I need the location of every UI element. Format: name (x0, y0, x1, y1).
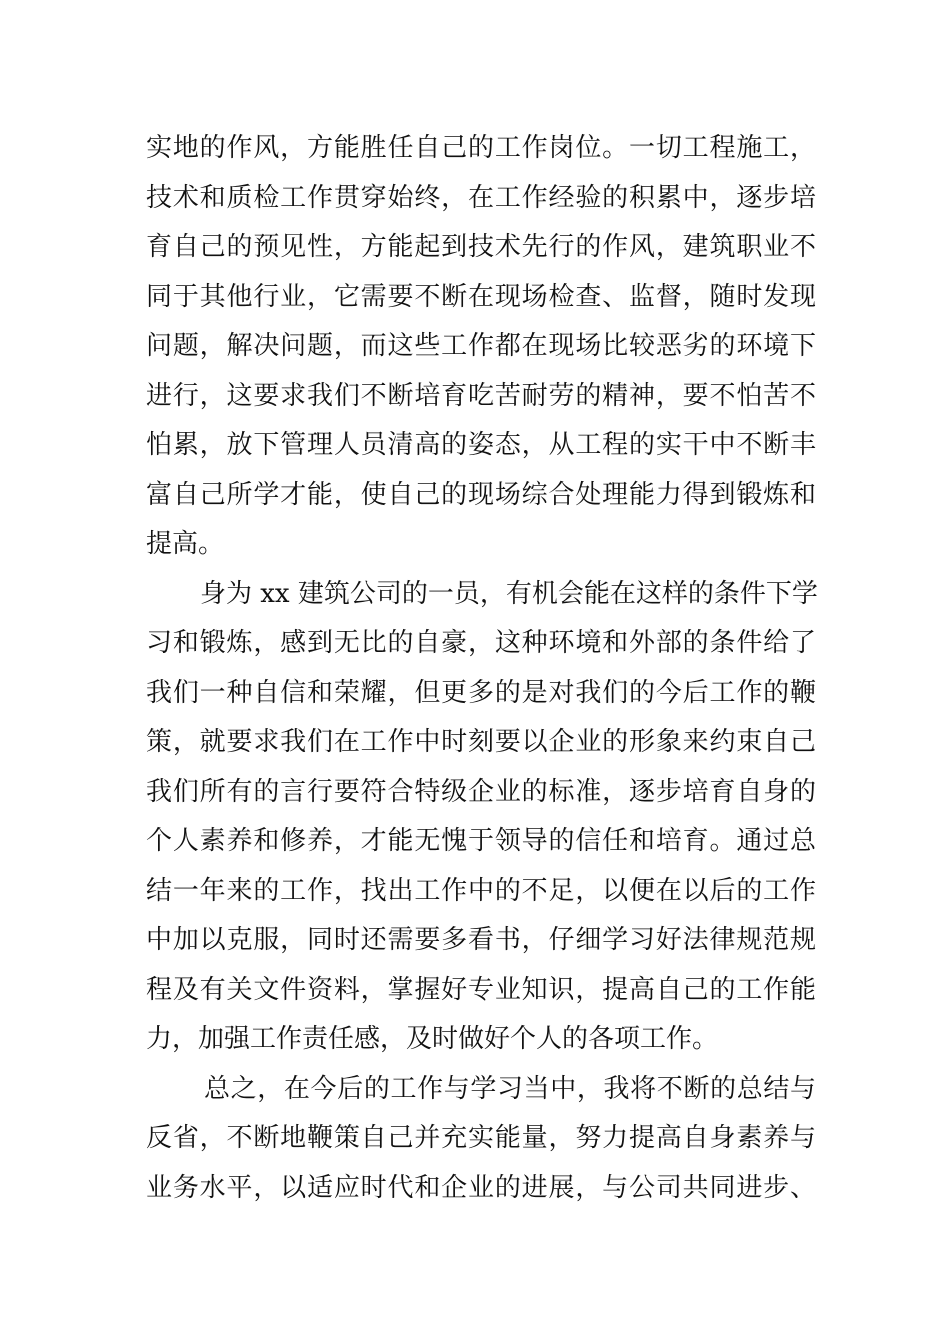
text-line: 习和锻炼，感到无比的自豪，这种环境和外部的条件给了 (146, 628, 816, 658)
text-line: 技术和质检工作贯穿始终，在工作经验的积累中，逐步培 (146, 182, 816, 213)
text-line: 策，就要求我们在工作中时刻要以企业的形象来约束自己 (146, 727, 816, 757)
text-line: 问题，解决问题，而这些工作都在现场比较恶劣的环境下 (146, 331, 816, 361)
text-line: 业务水平，以适应时代和企业的进展，与公司共同进步、 (146, 1172, 816, 1203)
text-line: 怕累，放下管理人员清高的姿态，从工程的实干中不断丰 (146, 430, 816, 460)
text-line: 进行，这要求我们不断培育吃苦耐劳的精神，要不怕苦不 (146, 380, 816, 411)
text-line: 实地的作风，方能胜任自己的工作岗位。一切工程施工， (146, 133, 816, 163)
text-line: 提高。 (146, 529, 225, 559)
text-line: 程及有关文件资料，掌握好专业知识，提高自己的工作能 (146, 974, 816, 1005)
text-line: 富自己所学才能，使自己的现场综合处理能力得到锻炼和 (146, 479, 816, 510)
text-line: 个人素养和修养，才能无愧于领导的信任和培育。通过总 (146, 826, 816, 856)
text-line: 同于其他行业，它需要不断在现场检查、监督，随时发现 (146, 281, 816, 312)
paragraph-first-line: 身为 xx 建筑公司的一员，有机会能在这样的条件下学 (200, 578, 818, 609)
paragraph-first-line: 总之，在今后的工作与学习当中，我将不断的总结与 (204, 1073, 816, 1104)
text-line: 结一年来的工作，找出工作中的不足，以便在以后的工作 (146, 875, 816, 906)
text-line: 我们所有的言行要符合特级企业的标准，逐步培育自身的 (146, 776, 816, 807)
text-line: 中加以克服，同时还需要多看书，仔细学习好法律规范规 (146, 925, 816, 955)
text-line: 育自己的预见性，方能起到技术先行的作风，建筑职业不 (146, 232, 816, 262)
text-line: 我们一种自信和荣耀，但更多的是对我们的今后工作的鞭 (146, 677, 816, 708)
text-line: 力，加强工作责任感，及时做好个人的各项工作。 (146, 1024, 719, 1054)
body-text (146, 124, 816, 1213)
text-line: 反省，不断地鞭策自己并充实能量，努力提高自身素养与 (146, 1123, 816, 1153)
